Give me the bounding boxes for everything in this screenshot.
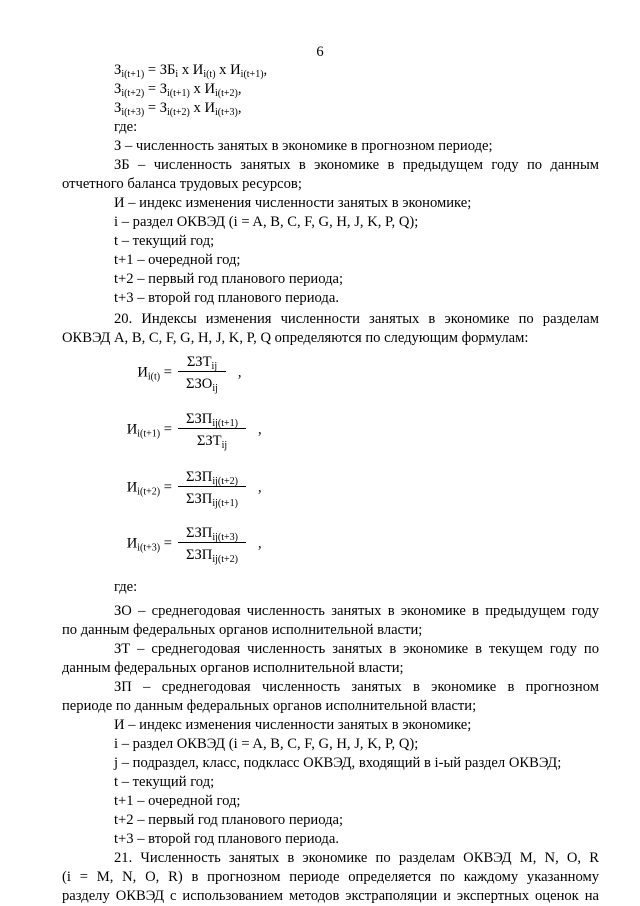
paragraph-20-line: 20. Индексы изменения численности занятых в экономике по разделам: [114, 311, 599, 327]
fraction-lhs: $И_{i(t)}$ =: [137, 364, 172, 383]
formula-line: $З_{i(t+1)} = ЗБ_i$ х $И_{i(t)}$ х $И_{i(t+1)}$,: [114, 62, 268, 80]
definition-line: t+3 – второй год планового периода.: [114, 831, 339, 847]
definition-line: t+1 – очередной год;: [114, 252, 241, 268]
definition-line: ЗО – среднегодовая численность занятых в экономике в предыдущем году: [114, 603, 599, 619]
where-label: где:: [114, 579, 138, 595]
fraction-comma: ,: [258, 479, 262, 496]
definition-line: i – раздел ОКВЭД (i = A, B, C, F, G, H, J, K, P, Q);: [114, 214, 419, 230]
fraction-numerator: $\Sigma ЗП_{ij(t+3)}$: [178, 524, 246, 543]
fraction-denominator: $\Sigma ЗО_{ij}$: [186, 376, 218, 394]
definition-line: i – раздел ОКВЭД (i = A, B, C, F, G, H, J, K, P, Q);: [114, 736, 419, 752]
fraction-comma: ,: [237, 364, 242, 381]
formula-fraction: [126, 410, 262, 451]
definition-line: данным федеральных органов исполнительной власти;: [62, 660, 404, 676]
paragraph-21-line: (i = M, N, O, R) в прогнозном периоде определяется по каждому указанному: [62, 869, 599, 885]
paragraph-21-line: 21. Численность занятых в экономике по разделам ОКВЭД M, N, O, R: [114, 850, 599, 866]
definition-line: t – текущий год;: [114, 774, 215, 790]
definition-line: И – индекс изменения численности занятых в экономике;: [114, 195, 472, 211]
page-number: 6: [316, 44, 324, 60]
definition-line: ЗП – среднегодовая численность занятых в экономике в прогнозном: [114, 679, 599, 695]
fraction-comma: ,: [258, 535, 262, 552]
definition-line: ЗТ – среднегодовая численность занятых в экономике в текущем году по: [114, 641, 599, 657]
definition-line: З – численность занятых в экономике в прогнозном периоде;: [114, 138, 493, 154]
fraction-numerator: $\Sigma ЗП_{ij(t+1)}$: [178, 410, 246, 429]
fraction-numerator: $\Sigma ЗП_{ij(t+2)}$: [178, 468, 246, 487]
fraction-lhs: $И_{i(t+1)}$ =: [126, 421, 172, 440]
definition-line: И – индекс изменения численности занятых в экономике;: [114, 717, 472, 733]
formula-line: $З_{i(t+3)} = З_{i(t+2)}$ х $И_{i(t+3)}$,: [114, 100, 242, 118]
fraction-numerator: $\Sigma ЗТ_{ij}$: [178, 353, 226, 372]
fraction-lhs: $И_{i(t+3)}$ =: [126, 535, 172, 554]
definition-line: периоде по данным федеральных органов исполнительной власти;: [62, 698, 477, 714]
definition-line: t+3 – второй год планового периода.: [114, 290, 339, 306]
formula-fraction: [126, 468, 262, 509]
fraction-denominator: $\Sigma ЗП_{ij(t+1)}$: [186, 491, 238, 509]
definition-line: t+2 – первый год планового периода;: [114, 812, 344, 828]
definition-line: по данным федеральных органов исполнительной власти;: [62, 622, 423, 638]
fraction-lhs: $И_{i(t+2)}$ =: [126, 479, 172, 498]
definition-line: t+2 – первый год планового периода;: [114, 271, 344, 287]
definition-line: t+1 – очередной год;: [114, 793, 241, 809]
formula-line: $З_{i(t+2)} = З_{i(t+1)}$ х $И_{i(t+2)}$,: [114, 81, 242, 99]
definition-line: отчетного баланса трудовых ресурсов;: [62, 176, 302, 192]
formula-fraction: [126, 524, 262, 565]
formula-fraction: [137, 353, 242, 394]
paragraph-21-line: разделу ОКВЭД с использованием методов экстраполяции и экспертных оценок на: [62, 888, 599, 904]
definition-line: ЗБ – численность занятых в экономике в предыдущем году по данным: [114, 157, 599, 173]
where-label: где:: [114, 119, 138, 135]
fraction-denominator: $\Sigma ЗП_{ij(t+2)}$: [186, 547, 238, 565]
paragraph-20-line: ОКВЭД A, B, C, F, G, H, J, K, P, Q определяются по следующим формулам:: [62, 330, 529, 346]
fraction-denominator: $\Sigma ЗТ_{ij}$: [196, 433, 228, 451]
fraction-comma: ,: [258, 421, 262, 438]
definition-line: j – подраздел, класс, подкласс ОКВЭД, входящий в i-ый раздел ОКВЭД;: [114, 755, 562, 771]
definition-line: t – текущий год;: [114, 233, 215, 249]
